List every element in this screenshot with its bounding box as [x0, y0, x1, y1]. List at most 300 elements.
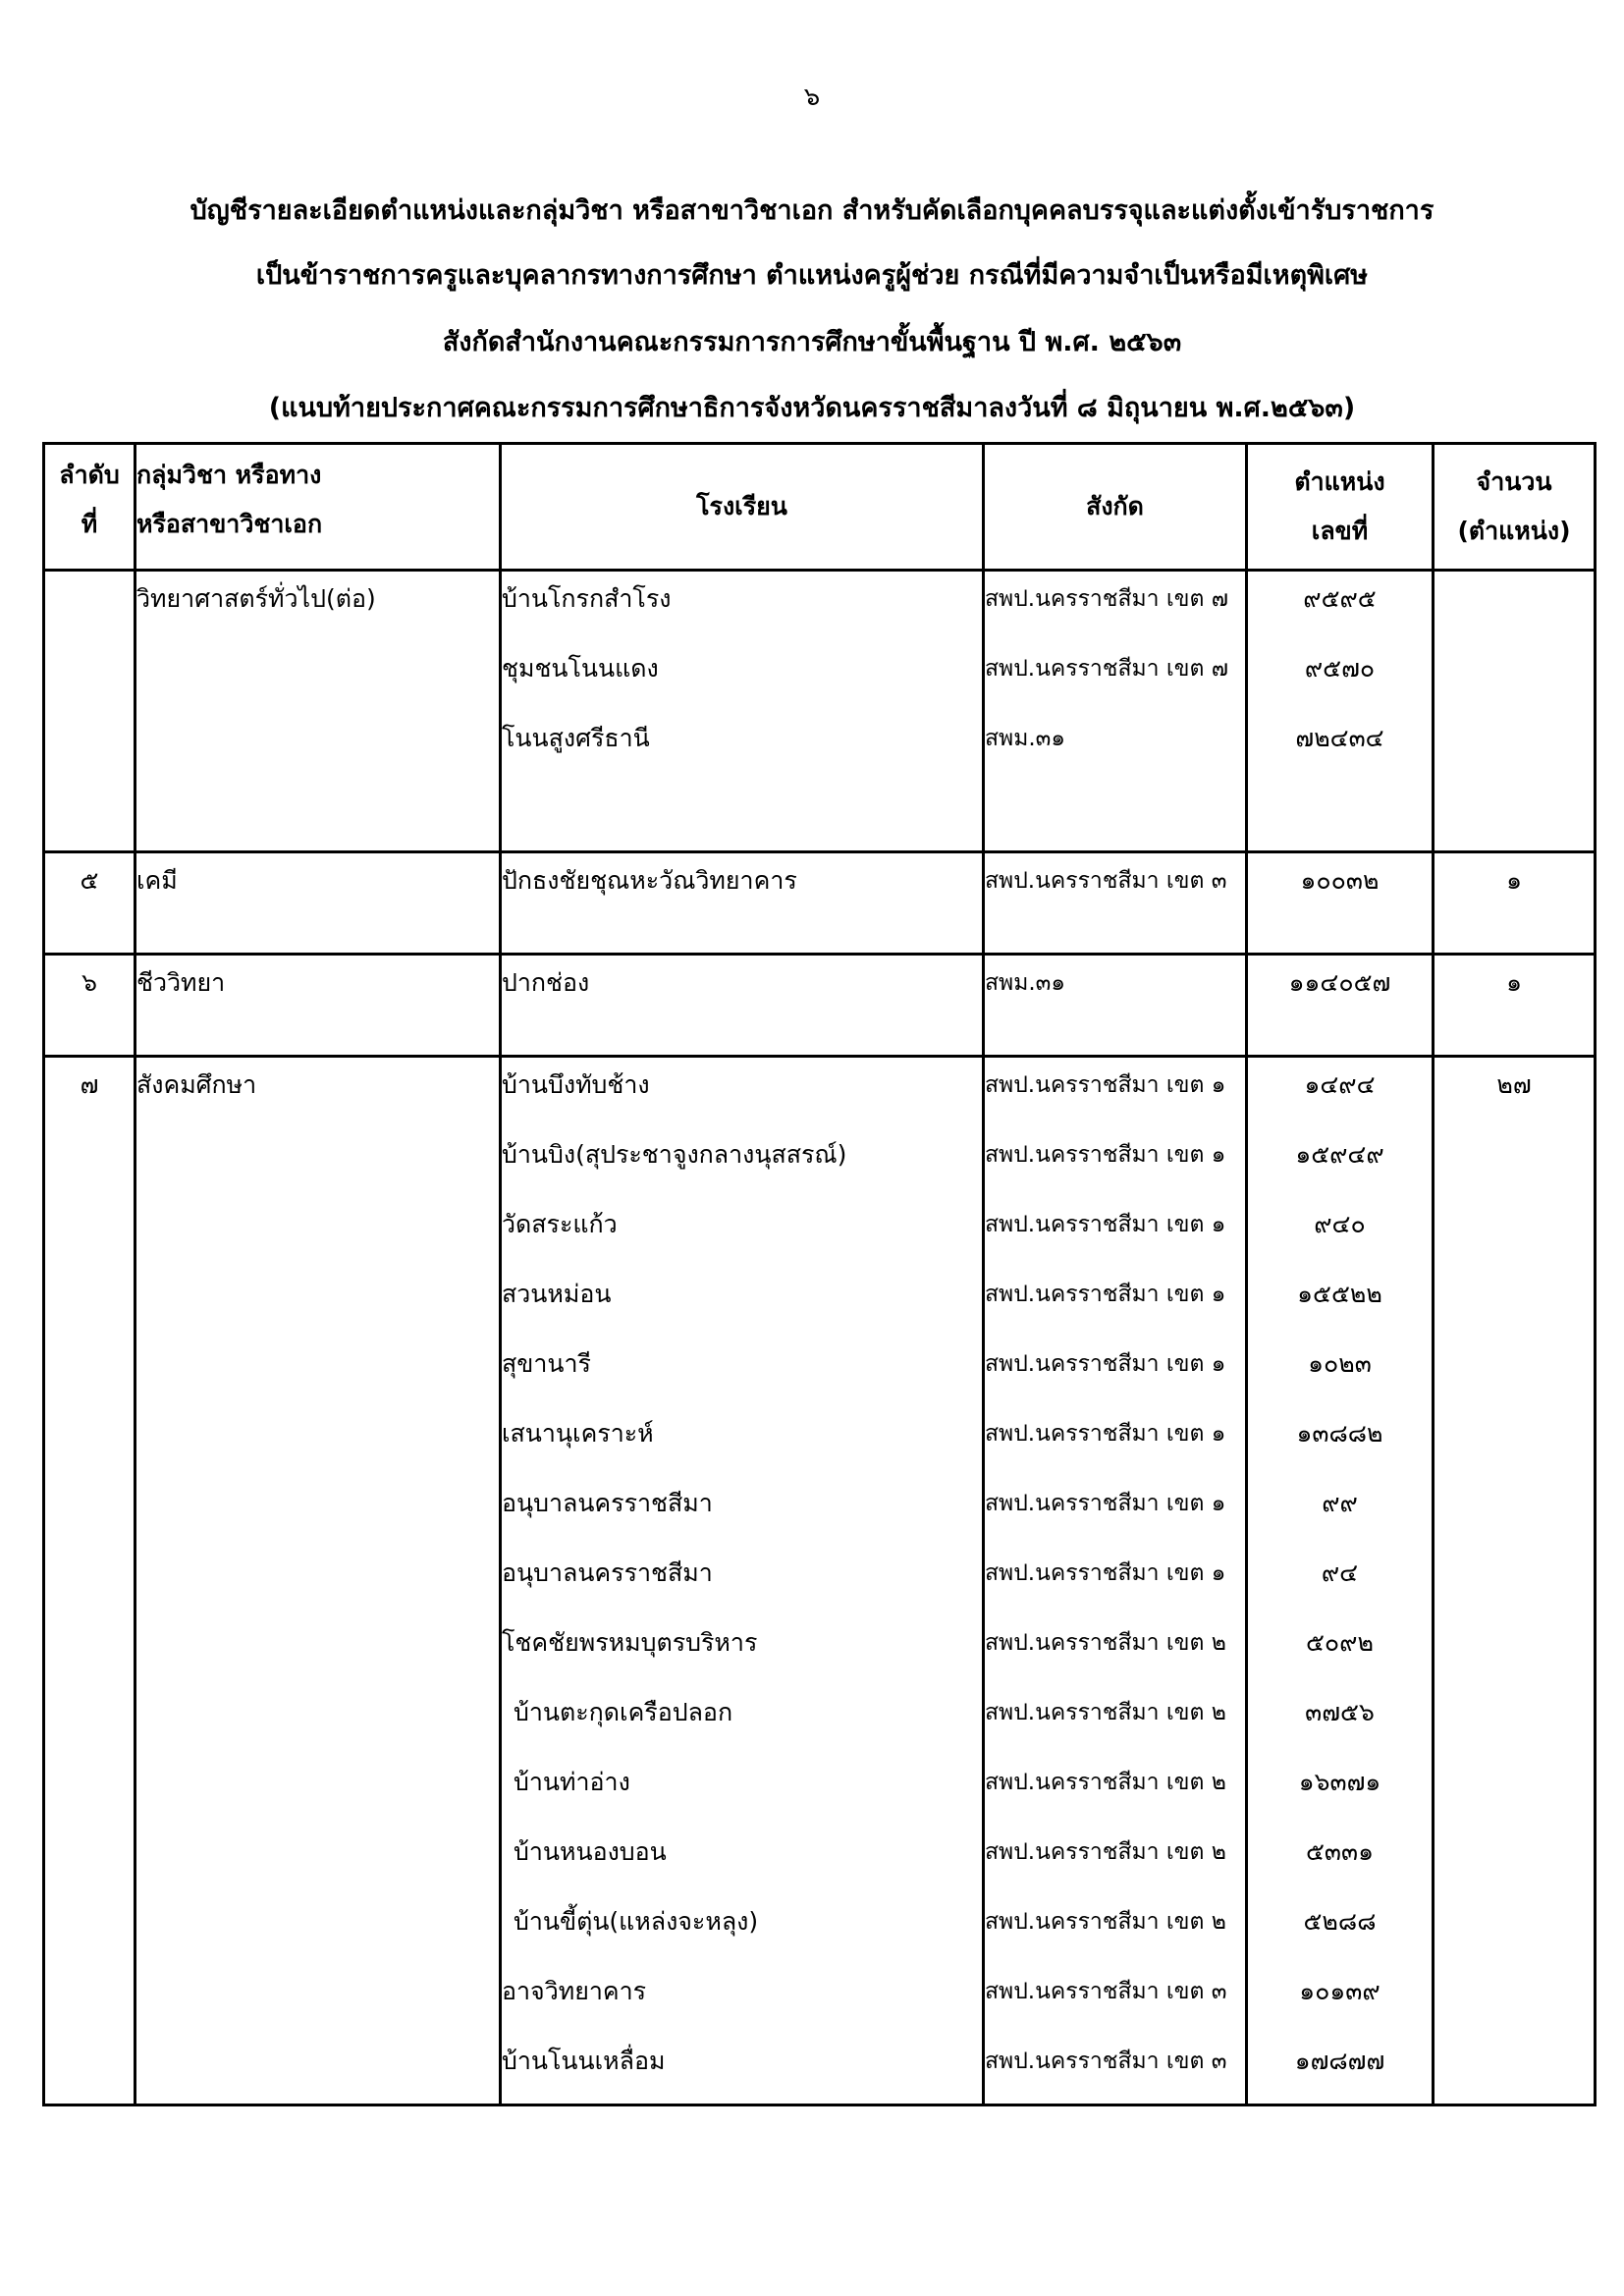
cell-affiliation-text: สพป.นครราชสีมา เขต ๒	[985, 1630, 1226, 1656]
cell-no-text	[45, 711, 134, 781]
cell-affiliation-text: สพป.นครราชสีมา เขต ๓	[985, 2049, 1227, 2074]
cell-no	[44, 1894, 135, 1964]
cell-position	[1247, 1267, 1434, 1337]
spacer-cell	[1434, 781, 1596, 852]
spacer	[502, 923, 982, 953]
cell-affiliation	[984, 1546, 1247, 1615]
header-position-line-2: เลขที่	[1311, 517, 1369, 545]
cell-position	[1247, 852, 1434, 924]
spacer	[45, 1025, 134, 1055]
cell-school	[501, 1964, 984, 2034]
cell-count	[1434, 711, 1596, 781]
cell-school	[501, 1894, 984, 1964]
spacer-cell	[1434, 1025, 1596, 1057]
cell-no-text	[45, 1615, 134, 1685]
cell-count-text	[1435, 1685, 1594, 1755]
table-row	[44, 2034, 1596, 2105]
cell-no	[44, 571, 135, 642]
cell-position	[1247, 1615, 1434, 1685]
header-affiliation: สังกัด	[984, 444, 1247, 571]
cell-count-text	[1435, 1197, 1594, 1267]
cell-no-text: ๖	[81, 968, 97, 997]
cell-count	[1434, 955, 1596, 1026]
cell-school	[501, 1406, 984, 1476]
cell-position-text: ๕๒๘๘	[1303, 1907, 1377, 1936]
cell-position-text: ๑๐๒๓	[1308, 1349, 1372, 1378]
spacer	[45, 781, 134, 850]
header-count-line-1: จำนวน	[1476, 467, 1552, 496]
cell-school-text: อนุบาลนครราชสีมา	[502, 1558, 713, 1587]
cell-count-text	[1435, 1755, 1594, 1825]
spacer-cell	[1247, 1025, 1434, 1057]
cell-school-text: บ้านท่าอ่าง	[514, 1768, 630, 1796]
cell-affiliation-text: สพป.นครราชสีมา เขต ๑	[985, 1072, 1226, 1098]
cell-position-text: ๙๙	[1322, 1489, 1358, 1517]
cell-subject-text: ชีววิทยา	[136, 968, 226, 997]
cell-school	[501, 1755, 984, 1825]
spacer-cell	[1247, 781, 1434, 852]
cell-school	[501, 1127, 984, 1197]
header-school: โรงเรียน	[501, 444, 984, 571]
cell-no-text	[45, 1337, 134, 1406]
cell-position-text: ๑๐๐๓๒	[1300, 866, 1380, 895]
cell-school-text: วัดสระแก้ว	[502, 1210, 618, 1238]
cell-school	[501, 571, 984, 642]
cell-affiliation	[984, 641, 1247, 711]
cell-count	[1434, 1197, 1596, 1267]
cell-subject-text	[136, 1685, 499, 1755]
cell-position	[1247, 571, 1434, 642]
header-subject	[135, 444, 501, 571]
table-row	[44, 1057, 1596, 1128]
table-group	[44, 852, 1596, 955]
cell-subject-text	[136, 1755, 499, 1825]
cell-count-text	[1435, 1476, 1594, 1546]
spacer	[136, 781, 499, 850]
cell-count-text	[1435, 2034, 1594, 2104]
cell-subject	[135, 1127, 501, 1197]
cell-affiliation	[984, 1267, 1247, 1337]
spacer-cell	[135, 781, 501, 852]
cell-subject-text: เคมี	[136, 866, 178, 895]
cell-affiliation	[984, 1127, 1247, 1197]
cell-count-text	[1435, 1406, 1594, 1476]
cell-subject	[135, 1197, 501, 1267]
cell-affiliation-text: สพป.นครราชสีมา เขต ๑	[985, 1282, 1226, 1307]
cell-affiliation-text: สพป.นครราชสีมา เขต ๑	[985, 1421, 1226, 1447]
cell-no	[44, 1406, 135, 1476]
cell-position-text: ๕๐๙๒	[1306, 1628, 1374, 1657]
cell-subject-text	[136, 1476, 499, 1546]
cell-position-text: ๙๔๐	[1314, 1210, 1366, 1238]
table-row	[44, 571, 1596, 642]
table-row	[44, 1894, 1596, 1964]
cell-school	[501, 1476, 984, 1546]
spacer	[985, 923, 1245, 953]
cell-no	[44, 955, 135, 1026]
cell-affiliation	[984, 1337, 1247, 1406]
cell-count	[1434, 1964, 1596, 2034]
cell-count	[1434, 1127, 1596, 1197]
cell-affiliation	[984, 1615, 1247, 1685]
table-row	[44, 1406, 1596, 1476]
cell-school	[501, 1825, 984, 1894]
cell-school-text: บ้านหนองบอน	[514, 1837, 667, 1866]
header-position	[1247, 444, 1434, 571]
cell-count-text	[1435, 1337, 1594, 1406]
spacer	[1248, 1025, 1432, 1055]
cell-subject-text	[136, 1825, 499, 1894]
spacer	[136, 923, 499, 953]
cell-no	[44, 1615, 135, 1685]
spacer	[136, 1025, 499, 1055]
cell-affiliation-text: สพป.นครราชสีมา เขต ๒	[985, 1839, 1226, 1865]
table-spacer-row	[44, 923, 1596, 955]
cell-subject	[135, 852, 501, 924]
cell-school-text: บ้านบึงทับช้าง	[502, 1070, 650, 1099]
table-row	[44, 641, 1596, 711]
cell-no	[44, 1337, 135, 1406]
header-no	[44, 444, 135, 571]
cell-subject-text	[136, 1964, 499, 2034]
table-group	[44, 955, 1596, 1057]
spacer	[1435, 923, 1594, 953]
cell-position	[1247, 955, 1434, 1026]
cell-position-text: ๗๒๔๓๔	[1295, 724, 1384, 752]
cell-affiliation-text: สพม.๓๑	[985, 970, 1065, 996]
cell-affiliation-text: สพป.นครราชสีมา เขต ๑	[985, 1212, 1226, 1237]
cell-school-text: ชุมชนโนนแดง	[502, 654, 659, 683]
header-subject-line-2: หรือสาขาวิชาเอก	[136, 510, 323, 538]
cell-count	[1434, 1406, 1596, 1476]
cell-subject-text: สังคมศึกษา	[136, 1070, 257, 1099]
cell-subject	[135, 1546, 501, 1615]
cell-affiliation-text: สพป.นครราชสีมา เขต ๗	[985, 586, 1229, 612]
cell-affiliation-text: สพป.นครราชสีมา เขต ๒	[985, 1909, 1226, 1935]
cell-position	[1247, 1894, 1434, 1964]
cell-affiliation-text: สพป.นครราชสีมา เขต ๑	[985, 1560, 1226, 1586]
cell-no	[44, 1267, 135, 1337]
spacer-cell	[984, 781, 1247, 852]
cell-affiliation	[984, 2034, 1247, 2105]
spacer	[502, 781, 982, 850]
table-row	[44, 1685, 1596, 1755]
cell-subject	[135, 641, 501, 711]
cell-affiliation-text: สพป.นครราชสีมา เขต ๒	[985, 1770, 1226, 1795]
cell-position-text: ๕๓๓๑	[1306, 1837, 1374, 1866]
spacer	[45, 923, 134, 953]
spacer-cell	[501, 1025, 984, 1057]
spacer	[985, 781, 1245, 850]
cell-count-text	[1435, 641, 1594, 711]
cell-position-text: ๑๐๑๓๙	[1299, 1977, 1380, 2005]
cell-no	[44, 1546, 135, 1615]
document-title-line-2: เป็นข้าราชการครูและบุคลากรทางการศึกษา ตำแหน่งครูผู้ช่วย กรณีที่มีความจำเป็นหรือมีเหตุพิเศษ	[255, 260, 1369, 291]
cell-count-text	[1435, 1546, 1594, 1615]
cell-position-text: ๙๕๙๕	[1303, 584, 1377, 613]
table-spacer-row	[44, 1025, 1596, 1057]
spacer-cell	[44, 923, 135, 955]
cell-school-text: บ้านขี้ตุ่น(แหล่งจะหลุง)	[514, 1907, 759, 1936]
cell-subject-text: วิทยาศาสตร์ทั่วไป(ต่อ)	[136, 584, 376, 613]
cell-position	[1247, 2034, 1434, 2105]
spacer-cell	[44, 1025, 135, 1057]
cell-no	[44, 1685, 135, 1755]
cell-position	[1247, 1337, 1434, 1406]
cell-position	[1247, 1964, 1434, 2034]
cell-position-text: ๑๗๘๗๗	[1294, 2047, 1385, 2075]
cell-school-text: บ้านบิง(สุประชาจูงกลางนุสสรณ์)	[502, 1140, 847, 1169]
cell-affiliation	[984, 1825, 1247, 1894]
cell-no-text	[45, 572, 134, 641]
cell-position	[1247, 1197, 1434, 1267]
spacer-cell	[984, 923, 1247, 955]
cell-count	[1434, 1267, 1596, 1337]
table-row	[44, 1337, 1596, 1406]
cell-position	[1247, 1825, 1434, 1894]
cell-no-text	[45, 1267, 134, 1337]
spacer-cell	[1247, 923, 1434, 955]
spacer-cell	[135, 923, 501, 955]
cell-count	[1434, 1825, 1596, 1894]
cell-count	[1434, 1057, 1596, 1128]
cell-count-text	[1435, 1894, 1594, 1964]
cell-position-text: ๑๑๔๐๕๗	[1288, 968, 1391, 997]
cell-subject	[135, 1894, 501, 1964]
cell-no-text	[45, 1825, 134, 1894]
cell-affiliation	[984, 571, 1247, 642]
spacer-cell	[501, 781, 984, 852]
cell-position-text: ๓๗๕๖	[1305, 1698, 1375, 1726]
cell-count	[1434, 1615, 1596, 1685]
cell-subject	[135, 1685, 501, 1755]
cell-no-text	[45, 641, 134, 711]
table-row	[44, 1615, 1596, 1685]
cell-position	[1247, 1057, 1434, 1128]
document-title-line-3: สังกัดสำนักงานคณะกรรมการการศึกษาขั้นพื้นฐาน ปี พ.ศ. ๒๕๖๓	[442, 327, 1182, 357]
spacer-cell	[1434, 923, 1596, 955]
cell-position	[1247, 1476, 1434, 1546]
header-subject-line-1: กลุ่มวิชา หรือทาง	[136, 461, 322, 489]
cell-school	[501, 1057, 984, 1128]
cell-school-text: สวนหม่อน	[502, 1280, 612, 1308]
spacer-cell	[984, 1025, 1247, 1057]
cell-school	[501, 1546, 984, 1615]
cell-subject	[135, 955, 501, 1026]
cell-affiliation-text: สพป.นครราชสีมา เขต ๒	[985, 1700, 1226, 1725]
cell-subject	[135, 1476, 501, 1546]
header-position-line-1: ตำแหน่ง	[1294, 467, 1385, 496]
spacer-cell	[501, 923, 984, 955]
cell-position-text: ๑๓๘๘๒	[1296, 1419, 1383, 1448]
cell-count-text	[1435, 711, 1594, 781]
cell-school-text: ปักธงชัยชุณหะวัณวิทยาคาร	[502, 866, 797, 895]
cell-subject-text	[136, 1406, 499, 1476]
table-row	[44, 852, 1596, 924]
cell-school-text: สุขานารี	[502, 1349, 591, 1378]
table-header-row	[44, 444, 1596, 571]
table-group	[44, 1057, 1596, 2105]
cell-affiliation	[984, 1197, 1247, 1267]
cell-no	[44, 1057, 135, 1128]
cell-subject-text	[136, 1127, 499, 1197]
cell-position	[1247, 1685, 1434, 1755]
cell-school-text: โนนสูงศรีธานี	[502, 724, 650, 752]
cell-no-text	[45, 1406, 134, 1476]
cell-no-text	[45, 1685, 134, 1755]
header-count	[1434, 444, 1596, 571]
cell-count	[1434, 1894, 1596, 1964]
table-row	[44, 1476, 1596, 1546]
table-row	[44, 1825, 1596, 1894]
cell-subject	[135, 1057, 501, 1128]
header-count-line-2: (ตำแหน่ง)	[1457, 517, 1571, 545]
cell-school-text: โชคชัยพรหมบุตรบริหาร	[502, 1628, 758, 1657]
cell-school	[501, 641, 984, 711]
table-row	[44, 1546, 1596, 1615]
cell-affiliation-text: สพป.นครราชสีมา เขต ๑	[985, 1351, 1226, 1377]
cell-count-text: ๒๗	[1496, 1070, 1532, 1099]
cell-count-text: ๑	[1506, 968, 1522, 997]
cell-no	[44, 711, 135, 781]
positions-table	[42, 442, 1597, 2106]
cell-count-text	[1435, 1127, 1594, 1197]
cell-count	[1434, 852, 1596, 924]
spacer-cell	[44, 781, 135, 852]
cell-no-text	[45, 1755, 134, 1825]
cell-school-text: อนุบาลนครราชสีมา	[502, 1489, 713, 1517]
cell-position-text: ๙๔	[1321, 1558, 1359, 1587]
cell-subject-text	[136, 1546, 499, 1615]
cell-no-text	[45, 1476, 134, 1546]
cell-count	[1434, 1685, 1596, 1755]
table-spacer-row	[44, 781, 1596, 852]
cell-school	[501, 1615, 984, 1685]
cell-no-text: ๕	[80, 866, 99, 895]
header-no-line-2: ที่	[81, 510, 98, 538]
cell-count	[1434, 2034, 1596, 2105]
cell-affiliation	[984, 1685, 1247, 1755]
cell-position	[1247, 1127, 1434, 1197]
cell-affiliation-text: สพป.นครราชสีมา เขต ๑	[985, 1142, 1226, 1168]
cell-position-text: ๙๕๗๐	[1304, 654, 1376, 683]
cell-subject	[135, 1337, 501, 1406]
cell-subject	[135, 1406, 501, 1476]
cell-position-text: ๑๔๙๔	[1304, 1070, 1376, 1099]
cell-school	[501, 1337, 984, 1406]
cell-affiliation	[984, 1057, 1247, 1128]
cell-subject-text	[136, 2034, 499, 2104]
cell-affiliation-text: สพป.นครราชสีมา เขต ๓	[985, 1979, 1227, 2004]
cell-subject	[135, 2034, 501, 2105]
cell-affiliation	[984, 852, 1247, 924]
cell-affiliation	[984, 1964, 1247, 2034]
cell-no-text	[45, 2034, 134, 2104]
header-no-line-1: ลำดับ	[59, 461, 120, 489]
spacer	[1435, 781, 1594, 850]
cell-position	[1247, 1755, 1434, 1825]
spacer-cell	[135, 1025, 501, 1057]
table-row	[44, 1755, 1596, 1825]
cell-school-text: บ้านโกรกสำโรง	[502, 584, 672, 613]
table-group	[44, 571, 1596, 852]
cell-count	[1434, 1755, 1596, 1825]
cell-subject-text	[136, 1337, 499, 1406]
cell-no	[44, 1825, 135, 1894]
cell-subject	[135, 1964, 501, 2034]
cell-school-text: ปากช่อง	[502, 968, 590, 997]
cell-affiliation-text: สพป.นครราชสีมา เขต ๗	[985, 656, 1229, 682]
cell-subject-text	[136, 711, 499, 781]
spacer	[1248, 923, 1432, 953]
cell-affiliation	[984, 1476, 1247, 1546]
cell-subject	[135, 1755, 501, 1825]
cell-no	[44, 1476, 135, 1546]
cell-affiliation-text: สพม.๓๑	[985, 726, 1065, 751]
cell-count-text	[1435, 1267, 1594, 1337]
cell-affiliation	[984, 955, 1247, 1026]
cell-count	[1434, 1476, 1596, 1546]
document-title-line-1: บัญชีรายละเอียดตำแหน่งและกลุ่มวิชา หรือสาขาวิชาเอก สำหรับคัดเลือกบุคคลบรรจุและแต่งตั้งเข้ารับราชการ	[189, 195, 1435, 226]
table-row	[44, 1127, 1596, 1197]
cell-count-text	[1435, 1825, 1594, 1894]
cell-affiliation-text: สพป.นครราชสีมา เขต ๓	[985, 868, 1227, 894]
cell-no	[44, 1127, 135, 1197]
cell-no	[44, 1755, 135, 1825]
cell-no	[44, 852, 135, 924]
cell-no-text	[45, 1964, 134, 2034]
cell-no	[44, 1197, 135, 1267]
cell-subject	[135, 571, 501, 642]
cell-school	[501, 1197, 984, 1267]
cell-affiliation	[984, 1755, 1247, 1825]
cell-school-text: อาจวิทยาคาร	[502, 1977, 647, 2005]
cell-count	[1434, 571, 1596, 642]
cell-no-text	[45, 1546, 134, 1615]
table-row	[44, 955, 1596, 1026]
cell-subject	[135, 711, 501, 781]
cell-subject	[135, 1825, 501, 1894]
cell-subject-text	[136, 1615, 499, 1685]
cell-count	[1434, 641, 1596, 711]
cell-no	[44, 1964, 135, 2034]
cell-subject-text	[136, 1267, 499, 1337]
spacer	[1248, 781, 1432, 850]
cell-affiliation-text: สพป.นครราชสีมา เขต ๑	[985, 1491, 1226, 1516]
cell-position	[1247, 641, 1434, 711]
cell-count-text	[1435, 1964, 1594, 2034]
cell-no-text	[45, 1127, 134, 1197]
cell-subject-text	[136, 1197, 499, 1267]
cell-count-text	[1435, 572, 1594, 641]
cell-no-text	[45, 1197, 134, 1267]
cell-no-text	[45, 1894, 134, 1964]
cell-subject	[135, 1267, 501, 1337]
spacer	[985, 1025, 1245, 1055]
cell-school	[501, 1685, 984, 1755]
document-title-line-4: (แนบท้ายประกาศคณะกรรมการศึกษาธิการจังหวัดนครราชสีมาลงวันที่ ๘ มิถุนายน พ.ศ.๒๕๖๓)	[268, 393, 1356, 423]
cell-school	[501, 852, 984, 924]
table-row	[44, 1267, 1596, 1337]
table-row	[44, 1964, 1596, 2034]
page-number: ๖	[803, 82, 821, 112]
cell-no	[44, 2034, 135, 2105]
cell-position	[1247, 1546, 1434, 1615]
cell-subject-text	[136, 1894, 499, 1964]
cell-count-text	[1435, 1615, 1594, 1685]
cell-position-text: ๑๕๙๔๙	[1295, 1140, 1384, 1169]
cell-position-text: ๑๕๕๒๒	[1297, 1280, 1382, 1308]
